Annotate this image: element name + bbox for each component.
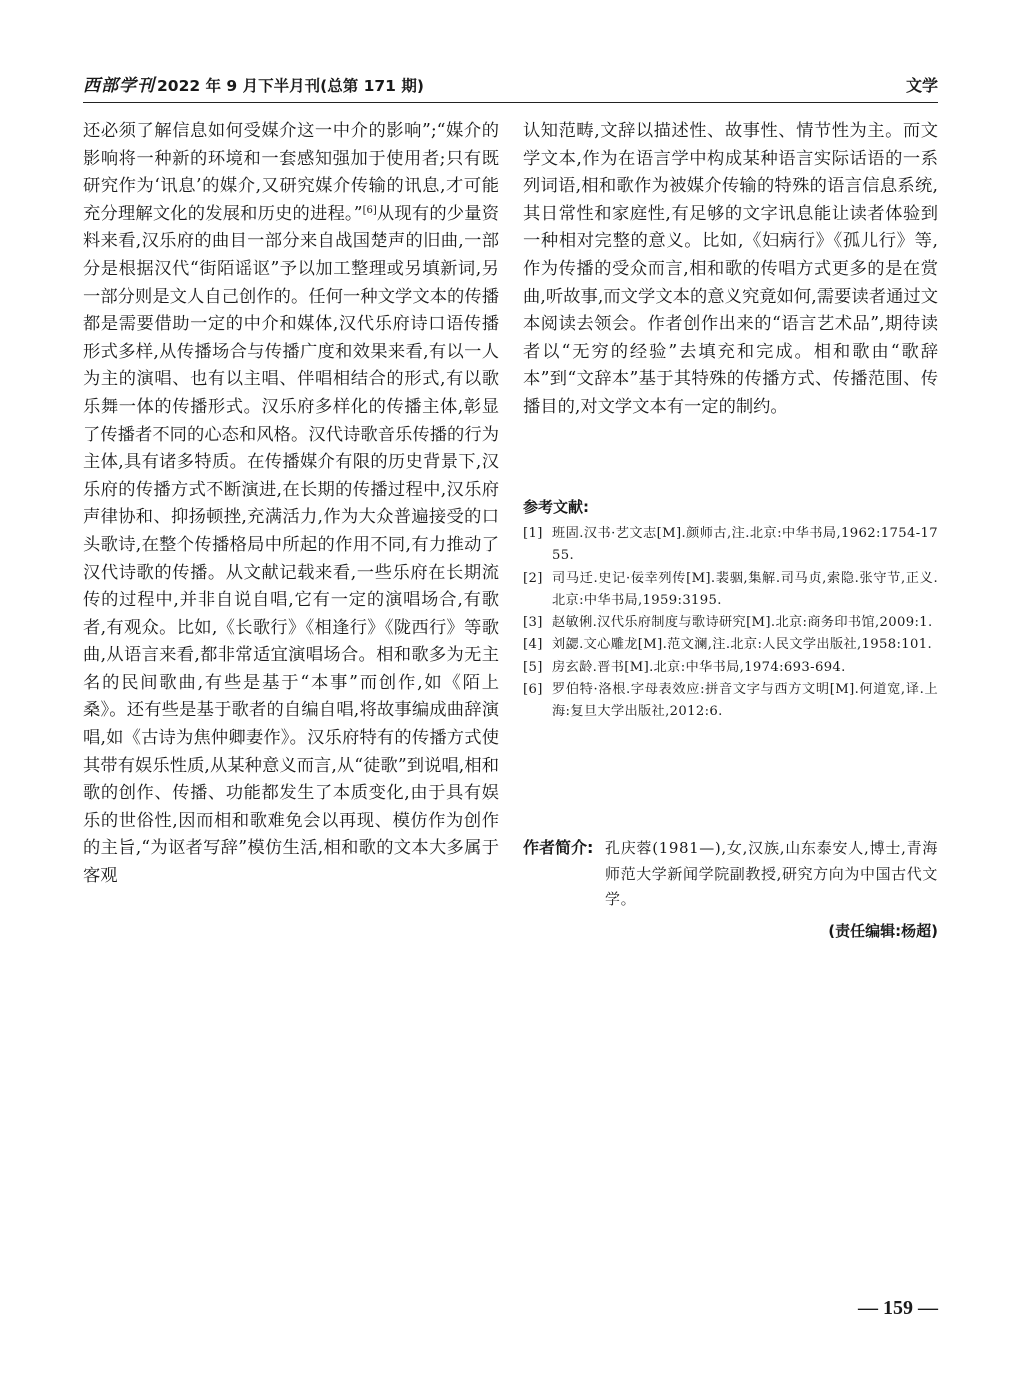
header-divider [83, 102, 938, 103]
reference-number: [3] [523, 615, 543, 631]
reference-text: 房玄龄.晋书[M].北京:中华书局,1974:693-694. [552, 659, 846, 675]
references-list [523, 523, 938, 724]
reference-text: 赵敏俐.汉代乐府制度与歌诗研究[M].北京:商务印书馆,2009:1. [552, 615, 933, 631]
reference-item [523, 657, 938, 679]
issue-info: 2022 年 9 月下半月刊(总第 171 期) [157, 77, 424, 95]
body-paragraph: 认知范畴,文辞以描述性、故事性、情节性为主。而文学文本,作为在语言学中构成某种语言实际话语的一系列词语,相和歌作为被媒介传输的特殊的语言信息系统,其日常性和家庭性,有足够的文字讯息能让读者体验到一种相对完整的意义。比如,《妇病行》《孤儿行》等,作为传播的受众而言,相和歌的传唱方式更多的是在赏曲,听故事,而文学文本的意义究竟如何,需要读者通过文本阅读去领会。作者创作出来的“语言艺术品”,期待读者以“无穷的经验”去填充和完成。相和歌由“歌辞本”到“文辞本”基于其特殊的传播方式、传播范围、传播目的,对文学文本有一定的制约。 [523, 121, 938, 417]
reference-number: [5] [523, 659, 543, 675]
reference-text: 司马迁.史记·佞幸列传[M].裴骃,集解.司马贞,索隐.张守节,正义.北京:中华书局,1959:3195. [552, 570, 938, 608]
journal-name: 西部学刊 [83, 76, 155, 96]
reference-item [523, 634, 938, 656]
running-header [83, 74, 938, 100]
reference-text: 刘勰.文心雕龙[M].范文澜,注.北京:人民文学出版社,1958:101. [552, 637, 933, 653]
reference-number: [4] [523, 637, 543, 653]
paragraph-text: 从现有的少量资料来看,汉乐府的曲目一部分来自战国楚声的旧曲,一部分是根据汉代“街陌谣讴”予以加工整理或另填新词,另一部分则是文人自己创作的。任何一种文学文本的传播都是需要借助一定的中介和媒体,汉代乐府诗口语传播形式多样,从传播场合与传播广度和效果来看,有以一人为主的演唱、也有以主唱、伴唱相结合的形式,有以歌乐舞一体的传播形式。汉乐府多样化的传播主体,彰显了传播者不同的心态和风格。汉代诗歌音乐传播的行为主体,具有诸多特质。在传播媒介有限的历史背景下,汉乐府的传播方式不断演进,在长期的传播过程中,汉乐府声律协和、抑扬顿挫,充满活力,作为大众普遍接受的口头歌诗,在整个传播格局中所起的作用不同,有力推动了汉代诗歌的传播。从文献记载来看,一些乐府在长期流传的过程中,并非自说自唱,它有一定的演唱场合,有歌者,有观众。比如,《长歌行》《相逢行》《陇西行》等歌曲,从语言来看,都非常适宜演唱场合。相和歌多为无主名的民间歌曲,有些是基于“本事”而创作,如《陌上桑》。还有些是基于歌者的自编自唱,将故事编成曲辞演唱,如《古诗为焦仲卿妻作》。汉乐府特有的传播方式使其带有娱乐性质,从某种意义而言,从“徒歌”到说唱,相和歌的创作、传播、功能都发生了本质变化,由于具有娱乐的世俗性,因而相和歌难免会以再现、模仿作为创作的主旨,“为讴者写辞”模仿生活,相和歌的文本大多属于客观 [83, 203, 499, 887]
page-number: — 159 — [858, 1297, 938, 1319]
author-bio-text: 孔庆蓉(1981—),女,汉族,山东泰安人,博士,青海师范大学新闻学院副教授,研究方向为中国古代文学。 [605, 839, 938, 908]
reference-item [523, 523, 938, 568]
author-bio-label: 作者简介: [523, 838, 594, 857]
reference-text: 班固.汉书·艺文志[M].颜师古,注.北京:中华书局,1962:1754-1755. [552, 526, 938, 564]
reference-number: [2] [523, 570, 543, 586]
right-column [523, 118, 938, 422]
paragraph-text: 还必须了解信息如何受媒介这一中介的影响”;“媒介的影响将一种新的环境和一套感知强加于使用者;只有既研究作为‘讯息’的媒介,又研究媒介传输的讯息,才可能充分理解文化的发展和历史的进程。” [83, 121, 499, 224]
section-label: 文学 [905, 76, 938, 95]
reference-text: 罗伯特·洛根.字母表效应:拼音文字与西方文明[M].何道宽,译.上海:复旦大学出版社,2012:6. [552, 682, 938, 720]
left-column [83, 118, 499, 891]
references-section [523, 496, 938, 724]
reference-number: [1] [523, 526, 543, 541]
body-paragraph [83, 118, 499, 891]
reference-item [523, 568, 938, 613]
reference-item [523, 612, 938, 634]
editor-note: (责任编辑:杨超) [828, 922, 938, 940]
references-title: 参考文献: [523, 498, 589, 516]
citation-marker: [6] [362, 204, 377, 216]
reference-item [523, 679, 938, 724]
reference-number: [6] [523, 682, 543, 698]
